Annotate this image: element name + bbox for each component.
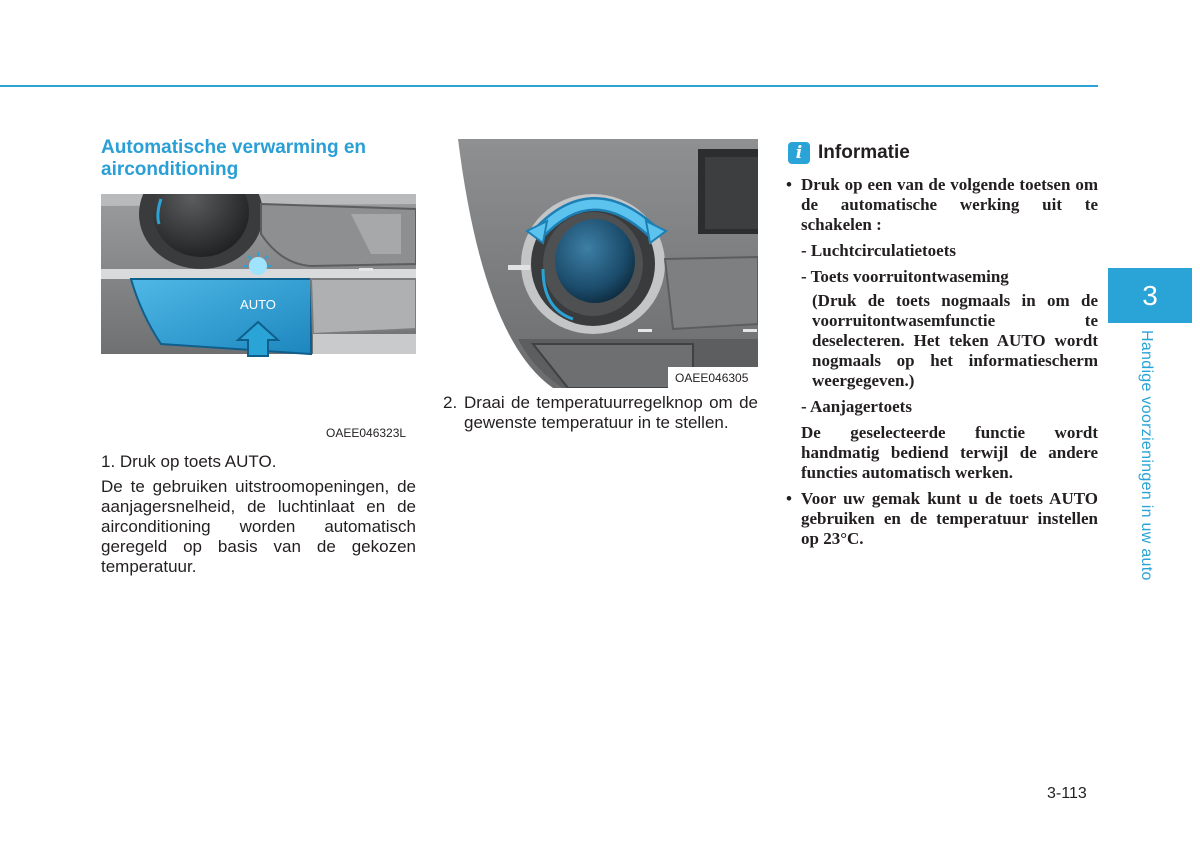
- step-2-number: 2.: [443, 393, 458, 412]
- chapter-tab: 3: [1108, 268, 1192, 323]
- step-1-description: De te gebruiken uitstroomopeningen, de aanjagersnelheid, de luchtinlaat en de airconditioning worden automatisch geregeld op basis van de gekozen temperatuur.: [101, 477, 416, 576]
- info-title: Informatie: [818, 142, 910, 163]
- info-bullet: • Voor uw gemak kunt u de toets AUTO gebruiken en de temperatuur instellen op 23°C.: [786, 489, 1098, 548]
- info-manual-text: De geselecteerde functie wordt handmatig bediend terwijl de andere functies automatisch werken.: [801, 423, 1098, 482]
- auto-button-illustration: [101, 194, 416, 444]
- step-2: [443, 393, 758, 433]
- figure-code: OAEE046305: [675, 371, 749, 385]
- chapter-title-text: Handige voorzieningen in uw auto: [1138, 330, 1155, 581]
- chapter-title: [1131, 330, 1155, 600]
- temperature-knob-illustration: [443, 139, 758, 388]
- figure-code: OAEE046323L: [326, 426, 407, 440]
- auto-button-label: AUTO: [240, 297, 276, 312]
- info-note: (Druk de toets nogmaals in om de voorruitontwasemfunctie te deselecteren. Het teken AUTO wordt nogmaals op het informatiescherm weergegeven.): [812, 291, 1098, 390]
- info-item-fan: - Aanjagertoets: [801, 397, 912, 416]
- info-header: [788, 142, 910, 164]
- figure-temperature-knob: [443, 139, 758, 388]
- section-heading: Automatische verwarming en airconditioning: [101, 137, 367, 180]
- info-icon: i: [788, 142, 810, 164]
- figure-auto-button: [101, 194, 416, 444]
- info-bullet-1-text: Druk op een van de volgende toetsen om de automatische werking uit te schakelen :: [801, 175, 1098, 234]
- info-item-defrost: - Toets voorruitontwaseming: [801, 267, 1009, 286]
- top-rule: [0, 85, 1098, 87]
- info-item-air-circulation: - Luchtcirculatietoets: [801, 241, 957, 260]
- step-2-text: Draai de temperatuurregelknop om de gewenste temperatuur in te stellen.: [464, 393, 758, 432]
- info-content: [783, 175, 1098, 555]
- info-bullet-2-text: Voor uw gemak kunt u de toets AUTO gebruiken en de temperatuur instellen op 23°C.: [801, 489, 1098, 548]
- page-number: 3-113: [1047, 785, 1087, 802]
- info-bullet: • Druk op een van de volgende toetsen om de automatische werking uit te schakelen :: [786, 175, 1098, 234]
- step-1-label: 1. Druk op toets AUTO.: [101, 452, 277, 471]
